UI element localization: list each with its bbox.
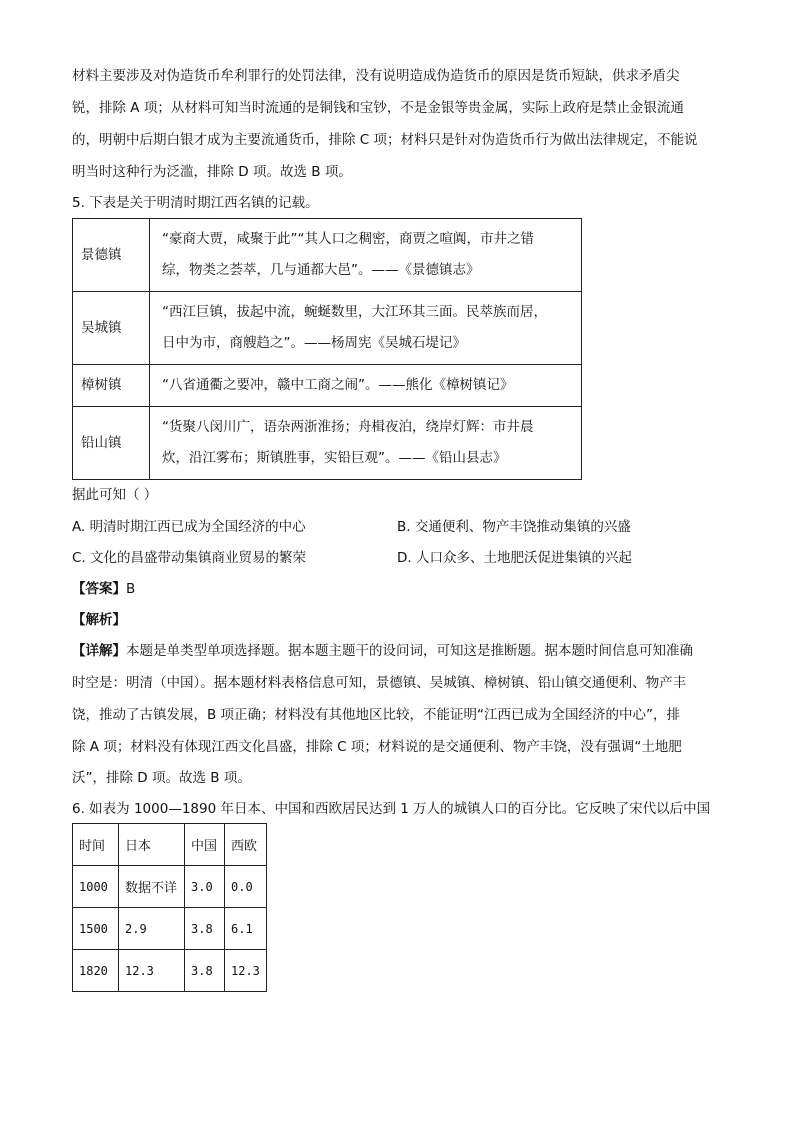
- quote-line: “豪商大贾，咸聚于此”“其人口之稠密，商贾之喧阗，市井之错: [162, 231, 534, 247]
- paragraph-line: 材料主要涉及对伪造货币牟利罪行的处罚法律，没有说明造成伪造货币的原因是货币短缺，供求矛盾尖: [72, 68, 680, 84]
- table-cell: 3.8: [185, 908, 225, 950]
- table-cell-quote: [150, 292, 582, 365]
- table-cell: 3.0: [185, 866, 225, 908]
- analysis-tag: 【解析】: [72, 612, 126, 628]
- question-5-stem: 5. 下表是关于明清时期江西名镇的记载。: [72, 195, 319, 211]
- table-row: [73, 908, 267, 950]
- question-5-table: [72, 218, 582, 480]
- table-cell-quote: [150, 219, 582, 292]
- table-header-cell: 西欧: [225, 824, 267, 866]
- table-header-cell: 日本: [119, 824, 185, 866]
- answer-value: B: [126, 581, 136, 597]
- question-6-table: [72, 823, 267, 992]
- quote-line: “八省通衢之要冲，赣中工商之闹”。——熊化《樟树镇记》: [162, 377, 514, 393]
- paragraph-line: 明当时这种行为泛滥，排除 D 项。故选 B 项。: [72, 164, 352, 180]
- detail-tag: 【详解】: [72, 643, 126, 659]
- table-cell-town: 景德镇: [73, 219, 150, 292]
- table-cell: 1820: [73, 950, 119, 992]
- paragraph-line: 的，明朝中后期白银才成为主要流通货币，排除 C 项；材料只是针对伪造货币行为做出法律规定，不能说: [72, 132, 698, 148]
- table-cell-town: 樟树镇: [73, 365, 150, 407]
- answer-tag: 【答案】: [72, 581, 126, 597]
- table-header-cell: 时间: [73, 824, 119, 866]
- option-a: A. 明清时期江西已成为全国经济的中心: [72, 519, 306, 535]
- option-b: B. 交通便利、物产丰饶推动集镇的兴盛: [397, 519, 631, 535]
- table-row: [73, 292, 582, 365]
- question-6-stem: 6. 如表为 1000—1890 年日本、中国和西欧居民达到 1 万人的城镇人口的百分比。它反映了宋代以后中国: [72, 801, 711, 817]
- table-cell: 12.3: [225, 950, 267, 992]
- table-row: [73, 219, 582, 292]
- detail-line: 饶，推动了古镇发展，B 项正确；材料没有其他地区比较，不能证明“江西已成为全国经济的中心”，排: [72, 707, 681, 723]
- quote-line: 炊，沿江雾布；斯镇胜事，实铅巨观”。——《铅山县志》: [162, 450, 507, 466]
- table-row: [73, 866, 267, 908]
- quote-line: “货聚八闵川广，语杂两浙淮扬；舟楫夜泊，绕岸灯辉：市井晨: [162, 419, 534, 435]
- table-cell-town: 吴城镇: [73, 292, 150, 365]
- detail-line: 沃”，排除 D 项。故选 B 项。: [72, 770, 251, 786]
- table-cell: 0.0: [225, 866, 267, 908]
- detail-line: [72, 641, 693, 661]
- quote-line: “西江巨镇，拔起中流，蜿蜒数里，大江环其三面。民萃族而居，: [162, 304, 547, 320]
- table-row: [73, 365, 582, 407]
- table-cell: 2.9: [119, 908, 185, 950]
- option-c: C. 文化的昌盛带动集镇商业贸易的繁荣: [72, 550, 307, 566]
- option-d: D. 人口众多、土地肥沃促进集镇的兴起: [397, 550, 632, 566]
- table-cell-quote: [150, 365, 582, 407]
- table-cell: 3.8: [185, 950, 225, 992]
- table-row: [73, 950, 267, 992]
- table-header-cell: 中国: [185, 824, 225, 866]
- quote-line: 综，物类之荟萃，几与通都大邑”。——《景德镇志》: [162, 262, 480, 278]
- answer-line: [72, 579, 135, 599]
- question-5-prompt: 据此可知（ ）: [72, 487, 158, 503]
- table-cell: 12.3: [119, 950, 185, 992]
- quote-line: 日中为市，商艘趋之”。——杨周宪《吴城石堤记》: [162, 335, 466, 351]
- table-cell: 1500: [73, 908, 119, 950]
- table-row: [73, 407, 582, 480]
- table-cell: 6.1: [225, 908, 267, 950]
- table-cell: 数据不详: [119, 866, 185, 908]
- paragraph-line: 锐，排除 A 项；从材料可知当时流通的是铜钱和宝钞，不是金银等贵金属，实际上政府是禁止金银流通: [72, 100, 684, 116]
- table-header-row: [73, 824, 267, 866]
- detail-line: 时空是：明清（中国）。据本题材料表格信息可知，景德镇、吴城镇、樟树镇、铅山镇交通便利、物产丰: [72, 675, 687, 691]
- table-cell-quote: [150, 407, 582, 480]
- table-cell-town: 铅山镇: [73, 407, 150, 480]
- detail-text: 本题是单类型单项选择题。据本题主题干的设问词，可知这是推断题。据本题时间信息可知准确: [126, 643, 693, 659]
- table-cell: 1000: [73, 866, 119, 908]
- detail-line: 除 A 项；材料没有体现江西文化昌盛，排除 C 项；材料说的是交通便利、物产丰饶，没有强调“土地肥: [72, 739, 682, 755]
